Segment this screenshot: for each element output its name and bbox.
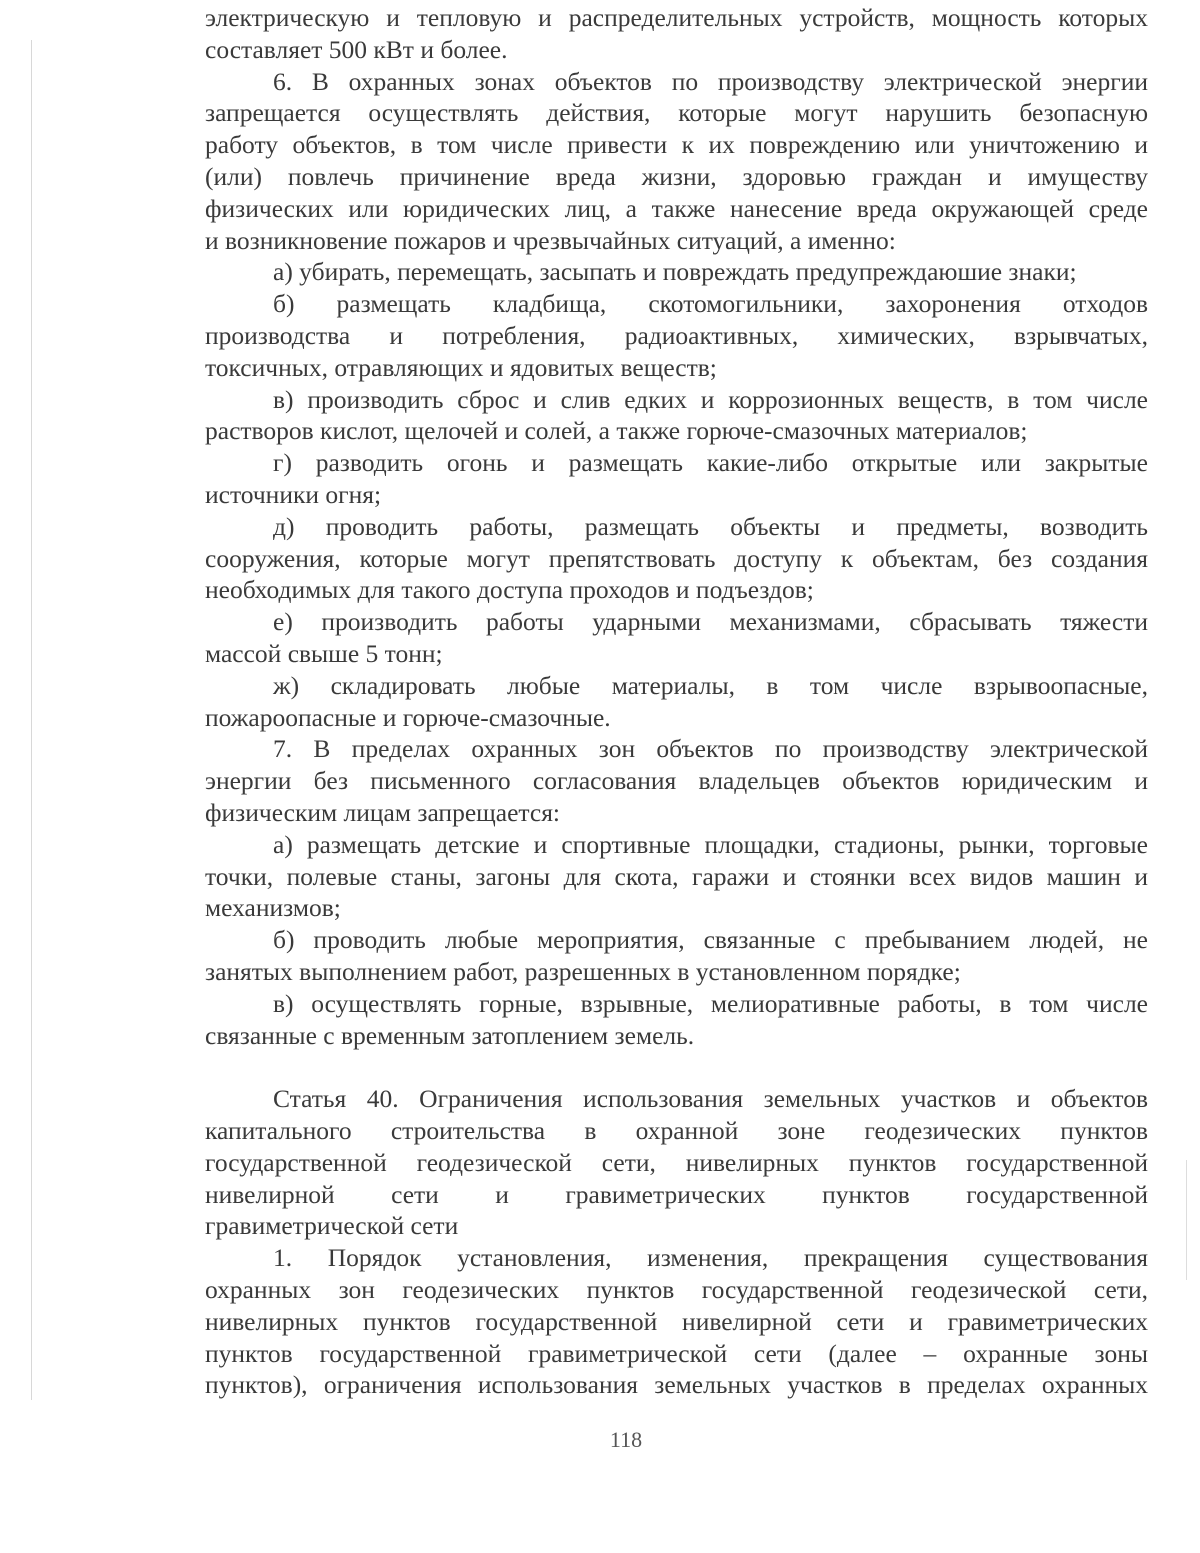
text-line: связанные с временным затоплением земель. [205,1020,695,1050]
text-line: в) производить сброс и слив едких и коррозионных веществ, в том числе [273,384,1148,414]
paragraph [205,606,1148,670]
scan-margin-line [31,40,32,1400]
text-line: Статья 40. Ограничения использования земельных участков и объектов [273,1084,1148,1114]
paragraph [205,2,1148,66]
page-number: 118 [609,1427,643,1452]
text-line: е) производить работы ударными механизмами, сбрасывать тяжести [273,607,1148,637]
paragraph [205,511,1148,606]
text-line: работу объектов, в том числе привести к их повреждению или уничтожению и [205,130,1148,160]
text-line: физических или юридических лиц, а также нанесение вреда окружающей среде [205,193,1148,223]
text-line: занятых выполнением работ, разрешенных в установленном порядке; [205,956,961,986]
text-line: г) разводить огонь и размещать какие-либо открытые или закрытые [273,448,1148,478]
text-line: механизмов; [205,893,341,923]
text-line: нивелирных пунктов государственной нивелирной сети и гравиметрических [205,1306,1148,1336]
document-body [205,2,1148,1401]
text-line: а) убирать, перемещать, засыпать и повреждать предупреждаюшие знаки; [273,257,1077,287]
text-line: точки, полевые станы, загоны для скота, гаражи и стоянки всех видов машин и [205,861,1148,891]
text-line: пожароопасные и горюче-смазочные. [205,702,611,732]
text-line: физическим лицам запрещается: [205,797,561,827]
text-line: энергии без письменного согласования владельцев объектов юридическим и [205,766,1148,796]
paragraph [205,924,1148,988]
text-line: производства и потребления, радиоактивных, химических, взрывчатых, [205,320,1148,350]
text-line: гравиметрической сети [205,1211,459,1241]
text-line: запрещается осуществлять действия, которые могут нарушить безопасную [205,98,1148,128]
scan-margin-line-right [1186,1160,1187,1280]
text-line: б) размещать кладбища, скотомогильники, захоронения отходов [273,289,1148,319]
text-line: пунктов), ограничения использования земельных участков в пределах охранных [205,1370,1148,1400]
text-line: а) размещать детские и спортивные площадки, стадионы, рынки, торговые [273,829,1148,859]
text-line: составляет 500 кВт и более. [205,34,508,64]
text-line: растворов кислот, щелочей и солей, а также горюче-смазочных материалов; [205,416,1028,446]
text-line: охранных зон геодезических пунктов государственной геодезической сети, [205,1275,1148,1305]
text-line: сооружения, которые могут препятствовать доступу к объектам, без создания [205,543,1148,573]
text-line: пунктов государственной гравиметрической сети (далее – охранные зоны [205,1338,1148,1368]
text-line: государственной геодезической сети, нивелирных пунктов государственной [205,1147,1148,1177]
text-line: ж) складировать любые материалы, в том числе взрывоопасные, [273,670,1148,700]
paragraph [205,447,1148,511]
text-line: в) осуществлять горные, взрывные, мелиоративные работы, в том числе [273,988,1148,1018]
paragraph [205,66,1148,257]
text-line: б) проводить любые мероприятия, связанные с пребыванием людей, не [273,925,1148,955]
text-line: капитального строительства в охранной зоне геодезических пунктов [205,1116,1148,1146]
text-line: источники огня; [205,479,382,509]
paragraph [205,988,1148,1052]
paragraph [205,256,1148,288]
text-line: д) проводить работы, размещать объекты и предметы, возводить [273,511,1148,541]
text-line: (или) повлечь причинение вреда жизни, здоровью граждан и имуществу [205,161,1148,191]
paragraph [205,670,1148,734]
paragraph [205,288,1148,383]
paragraph [205,384,1148,448]
text-line: электрическую и тепловую и распределительных устройств, мощность которых [205,3,1148,32]
text-line: необходимых для такого доступа проходов и подъездов; [205,575,814,605]
paragraph [205,829,1148,924]
paragraph [205,1242,1148,1401]
paragraph [205,733,1148,828]
text-line: 7. В пределах охранных зон объектов по производству электрической [273,734,1148,764]
text-line: и возникновение пожаров и чрезвычайных ситуаций, а именно: [205,225,896,255]
text-line: массой свыше 5 тонн; [205,638,443,668]
text-line: нивелирной сети и гравиметрических пунктов государственной [205,1179,1148,1209]
text-line: 1. Порядок установления, изменения, прекращения существования [273,1243,1148,1273]
text-line: 6. В охранных зонах объектов по производству электрической энергии [273,66,1148,96]
article-heading [205,1083,1148,1242]
text-line: токсичных, отравляющих и ядовитых веществ; [205,352,717,382]
